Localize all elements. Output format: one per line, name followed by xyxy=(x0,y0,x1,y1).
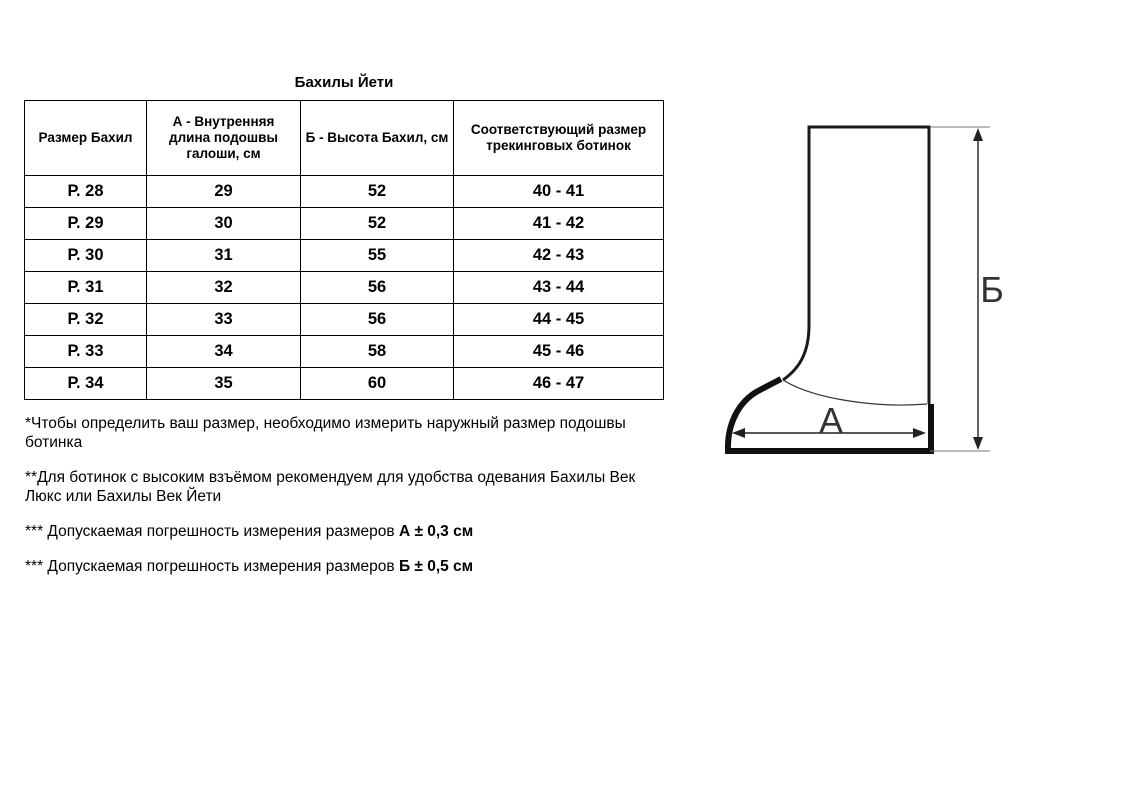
note-high-instep: **Для ботинок с высоким взъёмом рекомендуем для удобства одевания Бахилы Век Люкс или Бахилы Век Йети xyxy=(25,469,636,505)
header-length-a: А - Внутренняя длина подошвы галоши, см xyxy=(147,101,301,176)
cell-boot-size: 44 - 45 xyxy=(454,304,664,336)
notes-block xyxy=(25,414,665,576)
note-tolerance-a xyxy=(25,522,665,541)
cell-boot-size: 46 - 47 xyxy=(454,368,664,400)
header-boot-size: Соответствующий размер трекинговых ботинок xyxy=(454,101,664,176)
dimension-a-label: А xyxy=(818,400,844,441)
table-row xyxy=(25,304,664,336)
cell-length-a: 35 xyxy=(147,368,301,400)
cell-height-b: 56 xyxy=(301,272,454,304)
header-size: Размер Бахил xyxy=(25,101,147,176)
cell-height-b: 58 xyxy=(301,336,454,368)
dimension-a-arrow-right xyxy=(913,428,926,438)
cell-size: Р. 28 xyxy=(25,176,147,208)
table-row xyxy=(25,336,664,368)
note-tolerance-b-value: Б ± 0,5 см xyxy=(398,558,474,575)
dimension-b-label: Б xyxy=(980,269,1004,310)
header-height-b: Б - Высота Бахил, см xyxy=(301,101,454,176)
cell-size: Р. 33 xyxy=(25,336,147,368)
dimension-a-arrow-left xyxy=(732,428,745,438)
cell-height-b: 60 xyxy=(301,368,454,400)
table-header-row xyxy=(25,101,664,176)
cell-boot-size: 41 - 42 xyxy=(454,208,664,240)
cell-length-a: 34 xyxy=(147,336,301,368)
table-row xyxy=(25,272,664,304)
cell-boot-size: 43 - 44 xyxy=(454,272,664,304)
cell-size: Р. 34 xyxy=(25,368,147,400)
cell-length-a: 32 xyxy=(147,272,301,304)
overshoe-seam-line xyxy=(783,380,927,405)
overshoe-diagram xyxy=(718,118,1018,463)
cell-boot-size: 42 - 43 xyxy=(454,240,664,272)
cell-size: Р. 29 xyxy=(25,208,147,240)
note-measure: *Чтобы определить ваш размер, необходимо измерить наружный размер подошвы ботинка xyxy=(25,415,626,451)
size-table xyxy=(24,100,664,400)
note-tolerance-b-text: *** Допускаемая погрешность измерения размеров xyxy=(25,558,399,575)
dimension-b-arrow-top xyxy=(973,128,983,141)
cell-size: Р. 31 xyxy=(25,272,147,304)
note-tolerance-b xyxy=(25,557,665,576)
cell-size: Р. 30 xyxy=(25,240,147,272)
cell-size: Р. 32 xyxy=(25,304,147,336)
cell-boot-size: 40 - 41 xyxy=(454,176,664,208)
note-tolerance-a-text: *** Допускаемая погрешность измерения размеров xyxy=(25,523,399,540)
cell-length-a: 29 xyxy=(147,176,301,208)
cell-height-b: 52 xyxy=(301,176,454,208)
table-row xyxy=(25,368,664,400)
cell-boot-size: 45 - 46 xyxy=(454,336,664,368)
cell-height-b: 52 xyxy=(301,208,454,240)
dimension-b-arrow-bottom xyxy=(973,437,983,450)
note-tolerance-a-value: А ± 0,3 см xyxy=(398,523,474,540)
cell-length-a: 31 xyxy=(147,240,301,272)
cell-length-a: 33 xyxy=(147,304,301,336)
table-title: Бахилы Йети xyxy=(294,74,394,91)
cell-length-a: 30 xyxy=(147,208,301,240)
table-row xyxy=(25,208,664,240)
overshoe-shaft-outline xyxy=(783,127,929,404)
cell-height-b: 55 xyxy=(301,240,454,272)
cell-height-b: 56 xyxy=(301,304,454,336)
table-row xyxy=(25,240,664,272)
table-row xyxy=(25,176,664,208)
